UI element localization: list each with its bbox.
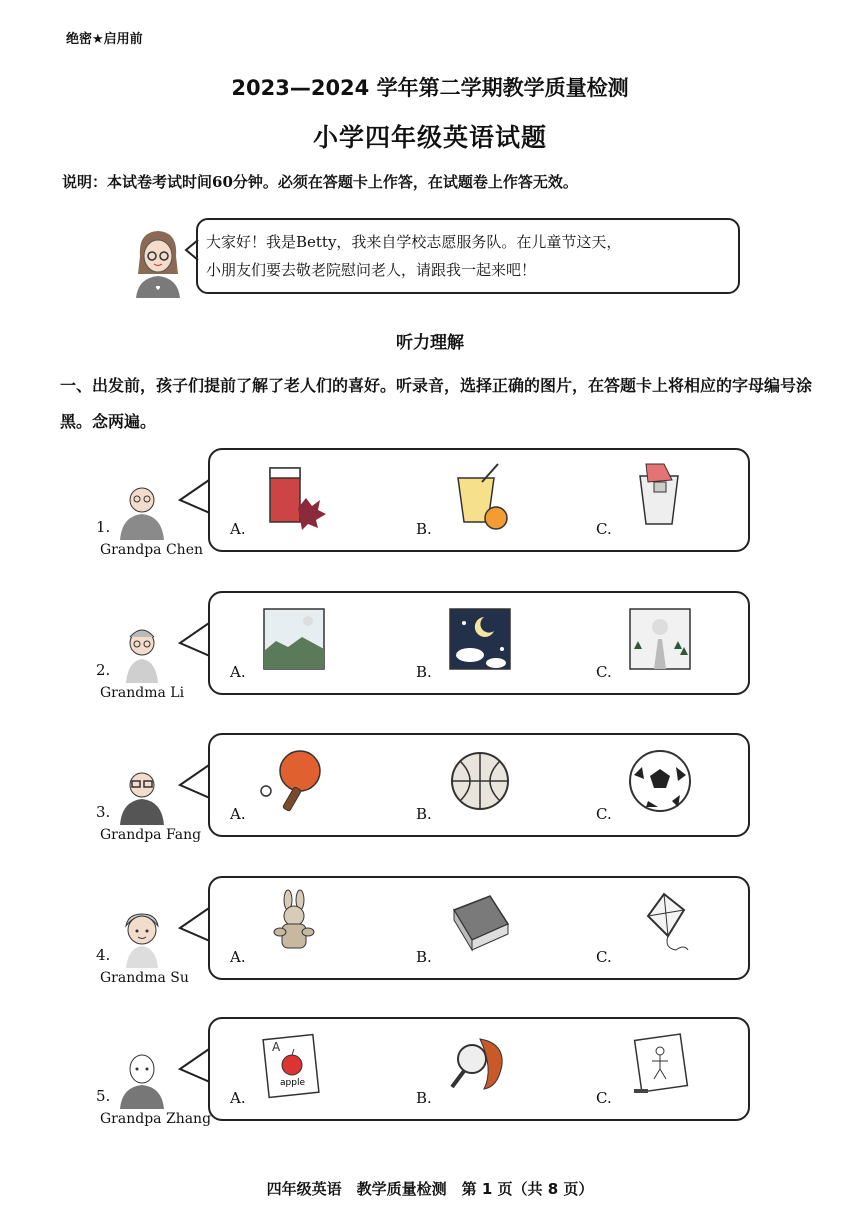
option-letter[interactable]: A. [230,948,246,966]
option-letter[interactable]: B. [416,1089,432,1107]
option-letter[interactable]: A. [230,805,246,823]
ping-pong-icon[interactable] [258,745,330,817]
person-name: Grandpa Zhang [100,1111,212,1127]
bubble-tail [178,902,212,946]
option-letter[interactable]: C. [596,1089,612,1107]
option-letter[interactable]: A. [230,663,246,681]
option-letter[interactable]: B. [416,520,432,538]
confidential-mark: 绝密★启用前 [66,32,143,47]
football-icon[interactable] [624,745,696,817]
person-avatar-icon [110,761,174,825]
question-number: 4. [96,946,111,964]
drink-cup-icon[interactable] [624,460,696,532]
question-number: 3. [96,803,111,821]
option-letter[interactable]: B. [416,663,432,681]
juice-glass-icon[interactable] [258,460,330,532]
question-instruction: 一、出发前，孩子们提前了解了老人们的喜好。听录音，选择正确的图片，在答题卡上将相应的字母编号涂黑。念两遍。 [60,376,813,431]
person-name: Grandpa Chen [100,542,203,558]
option-letter[interactable]: B. [416,948,432,966]
page-footer: 四年级英语 教学质量检测 第 1 页（共 8 页） [266,1180,594,1198]
intro-text [206,228,726,284]
person-name: Grandma Li [100,685,185,701]
option-letter[interactable]: C. [596,948,612,966]
bubble-tail [178,617,212,661]
drawing-icon[interactable] [624,1029,696,1101]
person-avatar-icon [110,1045,174,1109]
question-number: 5. [96,1087,111,1105]
bubble-tail [178,474,212,518]
exam-title: 2023—2024 学年第二学期教学质量检测 [231,76,629,100]
option-letter[interactable]: B. [416,805,432,823]
person-avatar-icon [110,904,174,968]
question-number: 1. [96,518,111,536]
toy-rabbit-icon[interactable] [258,888,330,960]
bubble-tail [178,759,212,803]
option-letter[interactable]: A. [230,1089,246,1107]
intro-line-1: 大家好！我是Betty，我来自学校志愿服务队。在儿童节这天， [206,233,622,251]
basketball-icon[interactable] [444,745,516,817]
betty-avatar-icon [128,226,188,298]
apple-card-icon[interactable] [258,1029,330,1101]
intro-line-2: 小朋友们要去敬老院慰问老人，请跟我一起来吧！ [206,261,537,279]
question-number: 2. [96,661,111,679]
option-letter[interactable]: C. [596,520,612,538]
option-letter[interactable]: C. [596,805,612,823]
orange-juice-icon[interactable] [444,460,516,532]
sunrise-road-picture-icon[interactable] [624,603,696,675]
person-avatar-icon [110,476,174,540]
bubble-tail [178,1043,212,1087]
option-letter[interactable]: C. [596,663,612,681]
section-title: 听力理解 [396,333,464,353]
kite-icon[interactable] [624,888,696,960]
option-letter[interactable]: A. [230,520,246,538]
exam-note: 说明：本试卷考试时间60分钟。必须在答题卡上作答，在试题卷上作答无效。 [62,173,578,191]
svg-text:A: A [272,1040,281,1054]
person-name: Grandpa Fang [100,827,202,843]
landscape-picture-icon[interactable] [258,603,330,675]
exam-subtitle: 小学四年级英语试题 [312,123,547,152]
book-icon[interactable] [444,888,516,960]
person-avatar-icon [110,619,174,683]
apple-card-label: apple [280,1078,305,1088]
magnifier-icon[interactable] [444,1029,516,1101]
person-name: Grandma Su [100,970,189,986]
night-sky-picture-icon[interactable] [444,603,516,675]
